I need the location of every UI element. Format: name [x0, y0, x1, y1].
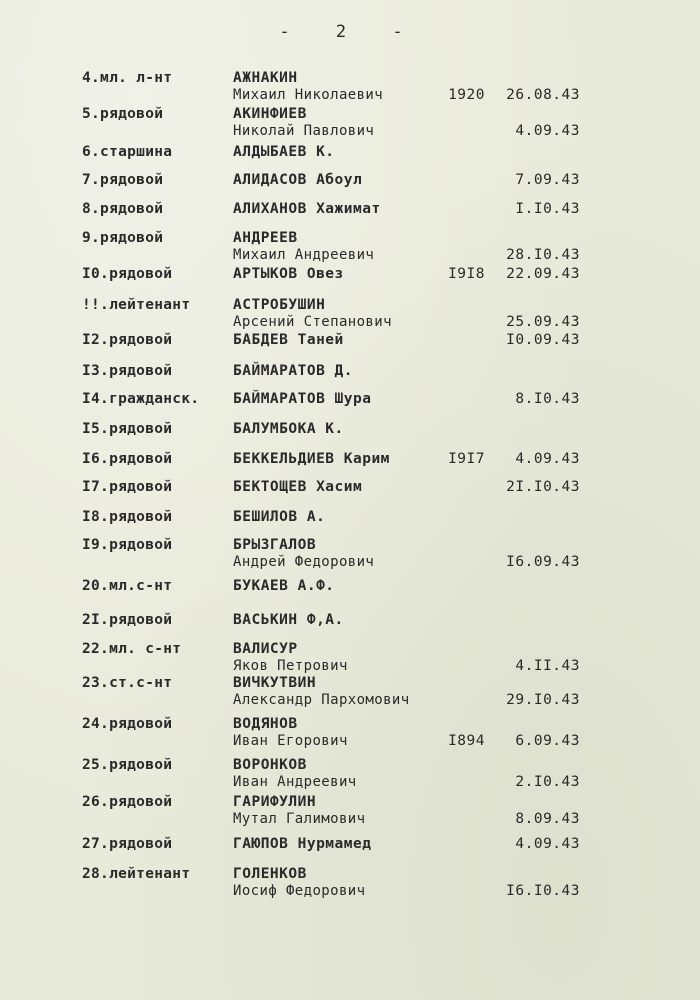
entry-number-rank: 6.старшина: [82, 144, 173, 160]
entry-date: I0.09.43: [506, 332, 580, 348]
entry-number-rank: I9.рядовой: [82, 537, 173, 553]
entry-number-rank: !!.лейтенант: [82, 297, 191, 313]
entry-surname: ВОДЯНОВ: [233, 716, 298, 732]
entry-surname: АЛИДАСОВ Абоул: [233, 172, 363, 188]
entry-surname: ГОЛЕНКОВ: [233, 866, 307, 882]
entry-number-rank: 8.рядовой: [82, 201, 164, 217]
entry-number-rank: I7.рядовой: [82, 479, 173, 495]
entry-birth-year: 1920: [448, 87, 485, 103]
entry-surname: БЕККЕЛЬДИЕВ Карим: [233, 451, 390, 467]
entry-surname: ВАСЬКИН Ф,А.: [233, 612, 344, 628]
entry-number-rank: 7.рядовой: [82, 172, 164, 188]
list-item: [0, 716, 700, 756]
entry-date: I.I0.43: [515, 201, 580, 217]
entry-number-rank: I4.гражданск.: [82, 391, 200, 407]
entry-given-names: Михаил Андреевич: [233, 247, 375, 263]
entry-number-rank: 4.мл. л-нт: [82, 70, 173, 86]
list-item: [0, 230, 700, 270]
entry-number-rank: I8.рядовой: [82, 509, 173, 525]
entry-surname: ВОРОНКОВ: [233, 757, 307, 773]
entry-surname: БАБДЕВ Таней: [233, 332, 344, 348]
entry-given-names: Арсений Степанович: [233, 314, 392, 330]
entry-number-rank: 20.мл.с-нт: [82, 578, 173, 594]
entry-number-rank: 23.ст.с-нт: [82, 675, 173, 691]
entry-number-rank: 22.мл. с-нт: [82, 641, 182, 657]
entry-number-rank: I0.рядовой: [82, 266, 173, 282]
entry-date: 26.08.43: [506, 87, 580, 103]
entry-number-rank: I3.рядовой: [82, 363, 173, 379]
entry-surname: БАЙМАРАТОВ Шура: [233, 391, 372, 407]
list-item: [0, 757, 700, 797]
entry-surname: ВАЛИСУР: [233, 641, 298, 657]
entry-surname: АРТЫКОВ Овез: [233, 266, 344, 282]
list-item: [0, 794, 700, 834]
entry-date: 8.I0.43: [515, 391, 580, 407]
entry-birth-year: I9I8: [448, 266, 485, 282]
entry-number-rank: 27.рядовой: [82, 836, 173, 852]
entry-surname: ГАРИФУЛИН: [233, 794, 317, 810]
entry-surname: БЕКТОЩЕВ Хасим: [233, 479, 363, 495]
entry-birth-year: I9I7: [448, 451, 485, 467]
entry-surname: АСТРОБУШИН: [233, 297, 326, 313]
list-item: [0, 866, 700, 906]
entry-surname: БРЫЗГАЛОВ: [233, 537, 317, 553]
entry-given-names: Мутал Галимович: [233, 811, 366, 827]
entry-given-names: Яков Петрович: [233, 658, 348, 674]
entry-surname: БАЙМАРАТОВ Д.: [233, 363, 353, 379]
entry-given-names: Иван Егорович: [233, 733, 348, 749]
entry-number-rank: 9.рядовой: [82, 230, 164, 246]
entry-surname: БУКАЕВ А.Ф.: [233, 578, 335, 594]
entry-number-rank: I5.рядовой: [82, 421, 173, 437]
entry-date: 22.09.43: [506, 266, 580, 282]
entry-given-names: Михаил Николаевич: [233, 87, 384, 103]
entry-date: 4.09.43: [515, 123, 580, 139]
entry-number-rank: 2I.рядовой: [82, 612, 173, 628]
entry-date: 6.09.43: [515, 733, 580, 749]
list-item: [0, 675, 700, 715]
entry-surname: АЛИХАНОВ Хажимат: [233, 201, 381, 217]
entry-date: 2.I0.43: [515, 774, 580, 790]
entry-given-names: Андрей Федорович: [233, 554, 375, 570]
entry-date: I6.09.43: [506, 554, 580, 570]
page-number: - 2 -: [279, 22, 421, 42]
list-item: [0, 297, 700, 337]
entry-date: 8.09.43: [515, 811, 580, 827]
entry-date: 2I.I0.43: [506, 479, 580, 495]
entry-date: 4.09.43: [515, 451, 580, 467]
entry-number-rank: I6.рядовой: [82, 451, 173, 467]
entry-date: I6.I0.43: [506, 883, 580, 899]
entry-surname: АЖНАКИН: [233, 70, 298, 86]
entry-number-rank: 25.рядовой: [82, 757, 173, 773]
entry-date: 28.I0.43: [506, 247, 580, 263]
entry-given-names: Иван Андреевич: [233, 774, 357, 790]
entry-date: 29.I0.43: [506, 692, 580, 708]
entry-date: 4.II.43: [515, 658, 580, 674]
entry-surname: ГАЮПОВ Нурмамед: [233, 836, 372, 852]
entry-number-rank: 5.рядовой: [82, 106, 164, 122]
entry-number-rank: 24.рядовой: [82, 716, 173, 732]
entry-surname: БАЛУМБОКА К.: [233, 421, 344, 437]
list-item: [0, 70, 700, 110]
entry-surname: АНДРЕЕВ: [233, 230, 298, 246]
list-item: [0, 106, 700, 146]
entry-given-names: Иосиф Федорович: [233, 883, 366, 899]
entry-surname: БЕШИЛОВ А.: [233, 509, 326, 525]
entry-number-rank: I2.рядовой: [82, 332, 173, 348]
entry-number-rank: 26.рядовой: [82, 794, 173, 810]
entry-date: 25.09.43: [506, 314, 580, 330]
entry-date: 7.09.43: [515, 172, 580, 188]
entry-number-rank: 28.лейтенант: [82, 866, 191, 882]
entry-date: 4.09.43: [515, 836, 580, 852]
entry-given-names: Николай Павлович: [233, 123, 375, 139]
entry-given-names: Александр Пархомович: [233, 692, 410, 708]
entry-surname: ВИЧКУТВИН: [233, 675, 317, 691]
entry-surname: АЛДЫБАЕВ К.: [233, 144, 335, 160]
entry-birth-year: I894: [448, 733, 485, 749]
entry-surname: АКИНФИЕВ: [233, 106, 307, 122]
list-item: [0, 537, 700, 577]
